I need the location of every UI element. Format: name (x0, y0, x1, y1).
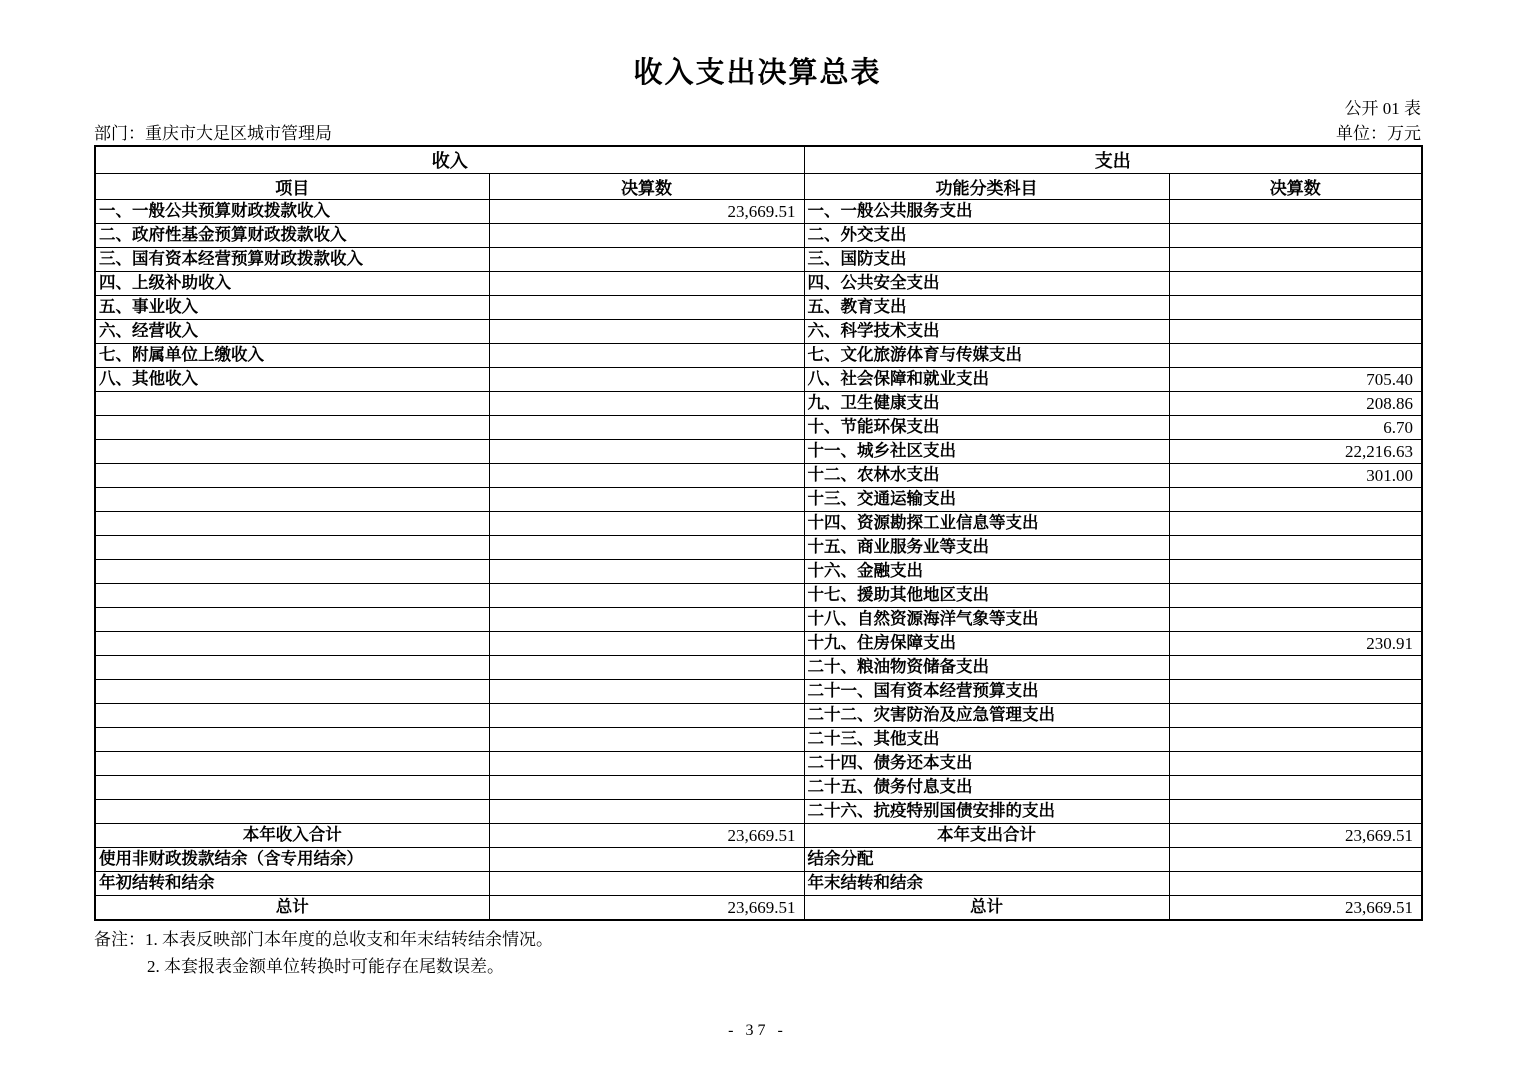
income-item-cell (95, 392, 489, 416)
income-item-cell: 八、其他收入 (95, 368, 489, 392)
income-item-cell (95, 776, 489, 800)
table-row (95, 560, 1422, 584)
table-row (95, 296, 1422, 320)
income-amount-cell (489, 704, 804, 728)
income-item-cell: 四、上级补助收入 (95, 272, 489, 296)
expense-item-cell: 二十、粮油物资储备支出 (804, 656, 1169, 680)
income-item-cell: 六、经营收入 (95, 320, 489, 344)
expense-item-cell: 二、外交支出 (804, 224, 1169, 248)
table-row (95, 488, 1422, 512)
income-item-cell (95, 752, 489, 776)
table-row (95, 344, 1422, 368)
expenditure-section-header: 支出 (804, 146, 1422, 174)
table-row (95, 392, 1422, 416)
table-body (95, 200, 1422, 921)
expense-amount-cell (1169, 728, 1422, 752)
expense-amount-cell: 208.86 (1169, 392, 1422, 416)
income-amount-cell (489, 848, 804, 872)
meta-line (94, 119, 1421, 144)
notes (94, 926, 553, 980)
expense-amount-cell (1169, 560, 1422, 584)
income-item-cell (95, 800, 489, 824)
expense-amount-cell: 23,669.51 (1169, 824, 1422, 848)
income-item-cell (95, 416, 489, 440)
expense-item-cell: 十六、金融支出 (804, 560, 1169, 584)
expense-item-cell: 结余分配 (804, 848, 1169, 872)
summary-row (95, 896, 1422, 921)
expense-item-cell: 十五、商业服务业等支出 (804, 536, 1169, 560)
income-item-cell (95, 632, 489, 656)
income-section-header: 收入 (95, 146, 804, 174)
income-amount-cell (489, 752, 804, 776)
income-amount-cell: 23,669.51 (489, 200, 804, 224)
expense-item-cell: 十八、自然资源海洋气象等支出 (804, 608, 1169, 632)
expense-amount-cell (1169, 584, 1422, 608)
income-item-cell: 三、国有资本经营预算财政拨款收入 (95, 248, 489, 272)
income-amount-cell (489, 728, 804, 752)
table-code-label: 公开 01 表 (1344, 99, 1421, 118)
summary-row (95, 848, 1422, 872)
table-row (95, 536, 1422, 560)
expense-item-cell: 二十二、灾害防治及应急管理支出 (804, 704, 1169, 728)
table-row (95, 680, 1422, 704)
table-row (95, 416, 1422, 440)
income-item-cell (95, 440, 489, 464)
notes-label: 备注： (94, 930, 145, 949)
expense-item-cell: 总计 (804, 896, 1169, 921)
expense-amount-cell (1169, 224, 1422, 248)
income-amount-cell (489, 560, 804, 584)
income-amount-cell (489, 392, 804, 416)
note-line-2: 2. 本套报表金额单位转换时可能存在尾数误差。 (147, 957, 504, 976)
expense-item-cell: 五、教育支出 (804, 296, 1169, 320)
table-row (95, 320, 1422, 344)
expense-item-cell: 十三、交通运输支出 (804, 488, 1169, 512)
table-row (95, 752, 1422, 776)
table-row (95, 656, 1422, 680)
table-row (95, 368, 1422, 392)
expense-item-header: 功能分类科目 (804, 174, 1169, 200)
income-item-cell (95, 536, 489, 560)
expense-amount-cell: 6.70 (1169, 416, 1422, 440)
expense-amount-cell (1169, 680, 1422, 704)
expense-item-cell: 年末结转和结余 (804, 872, 1169, 896)
expense-amount-cell: 230.91 (1169, 632, 1422, 656)
expense-amount-cell (1169, 200, 1422, 224)
table-row (95, 632, 1422, 656)
income-amount-cell (489, 656, 804, 680)
expense-item-cell: 十一、城乡社区支出 (804, 440, 1169, 464)
income-item-cell: 一、一般公共预算财政拨款收入 (95, 200, 489, 224)
expense-amount-cell (1169, 704, 1422, 728)
expense-amount-cell (1169, 488, 1422, 512)
income-item-cell: 五、事业收入 (95, 296, 489, 320)
expense-item-cell: 八、社会保障和就业支出 (804, 368, 1169, 392)
income-amount-cell (489, 488, 804, 512)
income-amount-cell (489, 224, 804, 248)
expense-item-cell: 三、国防支出 (804, 248, 1169, 272)
income-item-cell: 使用非财政拨款结余（含专用结余） (95, 848, 489, 872)
expense-amount-cell (1169, 512, 1422, 536)
expense-amount-cell: 22,216.63 (1169, 440, 1422, 464)
income-amount-cell (489, 680, 804, 704)
income-item-cell: 本年收入合计 (95, 824, 489, 848)
expense-item-cell: 二十三、其他支出 (804, 728, 1169, 752)
income-amount-cell (489, 512, 804, 536)
income-item-cell (95, 512, 489, 536)
expense-item-cell: 七、文化旅游体育与传媒支出 (804, 344, 1169, 368)
income-item-cell (95, 704, 489, 728)
table-row (95, 608, 1422, 632)
income-item-cell: 七、附属单位上缴收入 (95, 344, 489, 368)
expense-amount-cell (1169, 248, 1422, 272)
table-row (95, 704, 1422, 728)
summary-row (95, 824, 1422, 848)
income-amount-cell (489, 536, 804, 560)
table-row (95, 440, 1422, 464)
income-item-cell (95, 680, 489, 704)
income-item-cell (95, 464, 489, 488)
expense-amount-header: 决算数 (1169, 174, 1422, 200)
income-item-cell (95, 488, 489, 512)
income-amount-cell (489, 800, 804, 824)
income-amount-cell (489, 440, 804, 464)
page-title: 收入支出决算总表 (633, 57, 882, 89)
income-amount-cell: 23,669.51 (489, 896, 804, 921)
expense-amount-cell (1169, 536, 1422, 560)
expense-item-cell: 二十六、抗疫特别国债安排的支出 (804, 800, 1169, 824)
income-amount-header: 决算数 (489, 174, 804, 200)
expense-amount-cell: 301.00 (1169, 464, 1422, 488)
income-amount-cell (489, 416, 804, 440)
expense-amount-cell (1169, 776, 1422, 800)
income-amount-cell (489, 296, 804, 320)
table-row (95, 248, 1422, 272)
table-row (95, 584, 1422, 608)
table-row (95, 224, 1422, 248)
note-text-1: 1. 本表反映部门本年度的总收支和年末结转结余情况。 (145, 930, 553, 949)
expense-item-cell: 十九、住房保障支出 (804, 632, 1169, 656)
expense-amount-cell: 705.40 (1169, 368, 1422, 392)
expense-amount-cell (1169, 872, 1422, 896)
table-row (95, 776, 1422, 800)
section-header-row (95, 146, 1422, 174)
expense-amount-cell (1169, 800, 1422, 824)
income-amount-cell (489, 464, 804, 488)
income-amount-cell (489, 776, 804, 800)
expense-item-cell: 二十一、国有资本经营预算支出 (804, 680, 1169, 704)
income-item-cell (95, 608, 489, 632)
income-amount-cell (489, 584, 804, 608)
income-amount-cell (489, 368, 804, 392)
expense-item-cell: 二十四、债务还本支出 (804, 752, 1169, 776)
table-row (95, 272, 1422, 296)
table-row (95, 800, 1422, 824)
income-item-cell (95, 728, 489, 752)
income-amount-cell: 23,669.51 (489, 824, 804, 848)
expense-amount-cell (1169, 272, 1422, 296)
expense-item-cell: 本年支出合计 (804, 824, 1169, 848)
expense-amount-cell (1169, 296, 1422, 320)
income-amount-cell (489, 248, 804, 272)
expense-amount-cell (1169, 848, 1422, 872)
expense-amount-cell: 23,669.51 (1169, 896, 1422, 921)
income-amount-cell (489, 272, 804, 296)
expense-item-cell: 一、一般公共服务支出 (804, 200, 1169, 224)
income-item-header: 项目 (95, 174, 489, 200)
income-item-cell: 二、政府性基金预算财政拨款收入 (95, 224, 489, 248)
table-row (95, 200, 1422, 224)
column-header-row (95, 174, 1422, 200)
expense-item-cell: 六、科学技术支出 (804, 320, 1169, 344)
expense-item-cell: 十、节能环保支出 (804, 416, 1169, 440)
income-amount-cell (489, 320, 804, 344)
table-row (95, 728, 1422, 752)
expense-amount-cell (1169, 752, 1422, 776)
expense-item-cell: 十二、农林水支出 (804, 464, 1169, 488)
income-amount-cell (489, 872, 804, 896)
note-line-1 (94, 926, 553, 953)
table-row (95, 464, 1422, 488)
final-accounts-table (94, 145, 1423, 921)
department-label: 部门：重庆市大足区城市管理局 (94, 124, 332, 143)
income-item-cell (95, 656, 489, 680)
table-row (95, 512, 1422, 536)
expense-amount-cell (1169, 656, 1422, 680)
income-item-cell (95, 560, 489, 584)
page-number: - 37 - (728, 1022, 787, 1039)
expense-item-cell: 四、公共安全支出 (804, 272, 1169, 296)
expense-item-cell: 十七、援助其他地区支出 (804, 584, 1169, 608)
expense-amount-cell (1169, 608, 1422, 632)
unit-label: 单位：万元 (1336, 124, 1421, 143)
expense-item-cell: 十四、资源勘探工业信息等支出 (804, 512, 1169, 536)
summary-row (95, 872, 1422, 896)
income-amount-cell (489, 344, 804, 368)
income-item-cell: 年初结转和结余 (95, 872, 489, 896)
income-amount-cell (489, 632, 804, 656)
income-amount-cell (489, 608, 804, 632)
income-item-cell (95, 584, 489, 608)
expense-amount-cell (1169, 344, 1422, 368)
expense-amount-cell (1169, 320, 1422, 344)
expense-item-cell: 二十五、债务付息支出 (804, 776, 1169, 800)
income-item-cell: 总计 (95, 896, 489, 921)
expense-item-cell: 九、卫生健康支出 (804, 392, 1169, 416)
